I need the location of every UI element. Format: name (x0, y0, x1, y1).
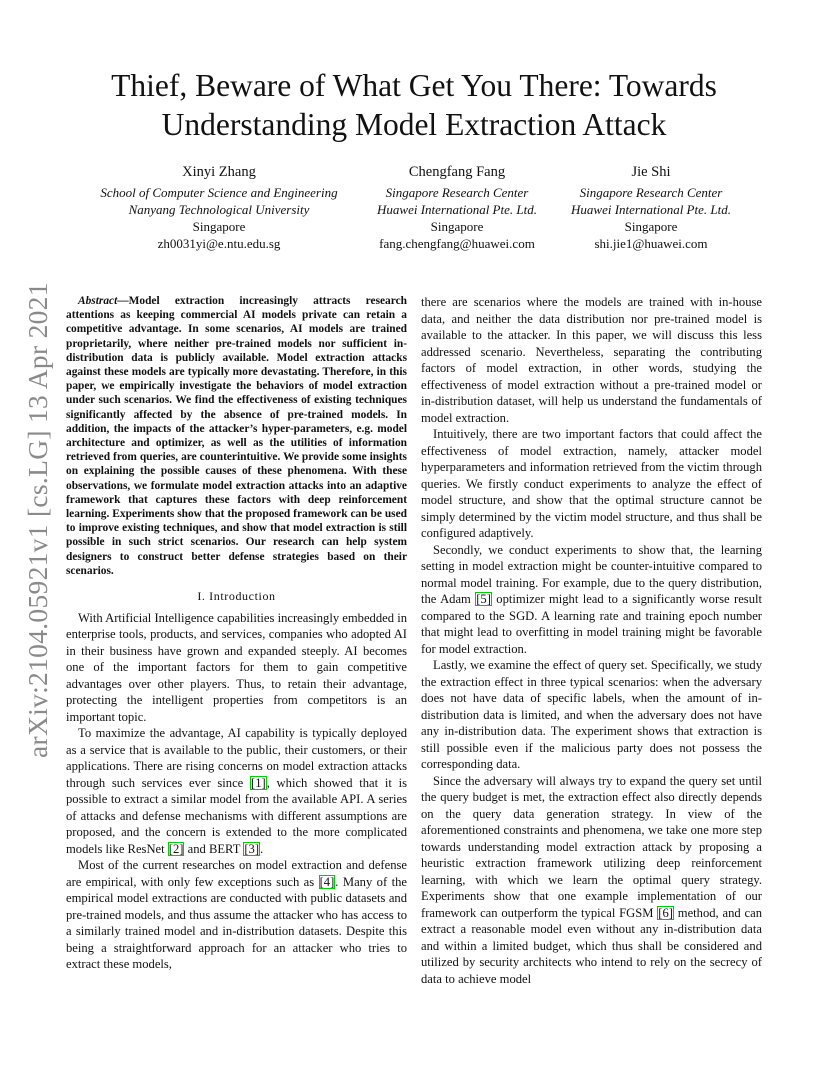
paper-title (40, 66, 788, 144)
paragraph (66, 857, 407, 973)
title-line: Understanding Model Extraction Attack (161, 107, 667, 142)
paragraph-text: . (260, 841, 264, 856)
paragraph-text: there are scenarios where the models are trained with in-house data, and neither the data distribution nor pre-trained model is available to the attacker. In this paper, we will discuss this less addressed scenario. Nevertheless, separating the contributing factors of model extraction, in other words, studying the effectiveness of model extraction without a pre-trained model or in-distribution dataset, will help us understand the fundamentals of model extraction. (421, 295, 762, 425)
author-affiliation: Singapore Research Center (385, 185, 529, 200)
author-email: shi.jie1@huawei.com (594, 236, 708, 251)
paragraph (66, 610, 407, 726)
author-location: Singapore (192, 219, 246, 234)
author-name: Chengfang Fang (408, 164, 506, 180)
paragraph-text: . Many of the empirical model extractions are conducted with public datasets and pre-trained models, and thus assume the attacker who has access to a similarly trained model and in-distribution datasets. Despite this being a straightforward approach for an attacker who tries to extract these models, (66, 874, 407, 972)
author-name: Jie Shi (631, 164, 671, 180)
paragraph (421, 426, 762, 542)
author-affiliation: Huawei International Pte. Ltd. (571, 202, 731, 217)
arxiv-identifier: arXiv:2104.05921v1 [cs.LG] 13 Apr 2021 (22, 282, 53, 758)
paragraph-text: , which showed that it is possible to extract a similar model from the available API. A series of attacks and defense mechanisms with different assumptions are proposed, and the concern is extended to the more complicated models like ResNet (66, 775, 407, 856)
paragraph-text: optimizer might lead to a significantly worse result compared to the SGD. A learning rate and training epoch number that might lead to overfitting in model training might be favorable for model extraction. (421, 592, 762, 656)
author-block (556, 164, 746, 252)
author-affiliation: Huawei International Pte. Ltd. (377, 202, 537, 217)
title-line: Thief, Beware of What Get You There: Towards (111, 68, 717, 103)
left-column (66, 294, 407, 973)
author-email: fang.chengfang@huawei.com (379, 236, 535, 251)
citation-link[interactable]: [1] (251, 775, 266, 790)
author-name: Xinyi Zhang (182, 164, 256, 180)
abstract-label: Abstract (78, 295, 118, 307)
author-block (84, 164, 354, 252)
paragraph-text: Most of the current researches on model extraction and defense are empirical, with only few exceptions such as (66, 858, 407, 889)
paragraph (421, 657, 762, 773)
paragraph-text: Intuitively, there are two important factors that could affect the effectiveness of model extraction, namely, attacker model hyperparameters and information retrieved from the victim through queries. We firstly conduct experiments to analyze the effect of model structure, and show that the optimal structure cannot be simply determined by the victim model structure, and thus shall be configured adaptively. (421, 427, 762, 540)
paragraph-text: Since the adversary will always try to expand the query set until the query budget is met, the extraction effect also directly depends on the query data generation strategy. In view of the aforementioned constraints and phenomena, we take one more step towards understanding model extraction attack by proposing a heuristic extraction framework utilizing deep reinforcement learning, with which we learn the optimal query strategy. Experiments show that one example implementation of our framework can outperform the typical FGSM (421, 773, 762, 920)
paragraph (66, 725, 407, 857)
paragraph-text: Lastly, we examine the effect of query set. Specifically, we study the extraction effect in three typical scenarios: when the adversary does not have data of specific labels, when the amount of in-distribution data is limited, and when the adversary does not have any in-distribution data. The experiment shows that extraction is still possible even if the malicious party does not possess the corresponding data. (421, 658, 762, 771)
author-email: zh0031yi@e.ntu.edu.sg (157, 236, 281, 251)
paragraph-text: method, and can extract a reasonable model even without any in-distribution data and within a limited budget, which thus shall be considered and utilized by security architects who intend to rely on the secrecy of data to achieve model (421, 905, 762, 986)
author-location: Singapore (430, 219, 484, 234)
citation-link[interactable]: [5] (476, 592, 491, 606)
paragraph-text: and BERT (184, 841, 244, 856)
paragraph-text: To maximize the advantage, AI capability is typically deployed as a service that is available to the public, their customers, or their applications. There are rising concerns on model extraction attacks through such services ever since (66, 726, 407, 790)
citation-link[interactable]: [2] (168, 841, 184, 856)
abstract-text: —Model extraction increasingly attracts research attentions as keeping commercial AI models private can retain a competitive advantage. In some scenarios, AI models are trained proprietarily, where neither pre-trained models nor sufficient in-distribution data is publicly available. Model extraction attacks against these models are typically more devastating. Therefore, in this paper, we empirically investigate the behaviors of model extraction under such scenarios. We find the effectiveness of existing techniques significantly affected by the absence of pre-trained models. In addition, the impacts of the attacker’s hyper-parameters, e.g. model architecture and optimizer, as well as the utilities of information retrieved from queries, are counterintuitive. We provide some insights on explaining the possible causes of these phenomena. With these observations, we formulate model extraction attacks into an adaptive framework that captures these factors with deep reinforcement learning. Experiments show that the proposed framework can be used to improve existing techniques, and show that model extraction is still possible in such strict scenarios. Our research can help system designers to construct better defense strategies based on their scenarios. (66, 295, 407, 577)
author-block (362, 164, 552, 252)
paragraph (421, 773, 762, 988)
author-affiliation: Singapore Research Center (579, 185, 723, 200)
author-affiliation: School of Computer Science and Engineering (100, 185, 338, 200)
section-heading: I. Introduction (197, 589, 276, 604)
citation-link[interactable]: [4] (319, 874, 335, 889)
right-column (421, 294, 762, 987)
abstract (66, 294, 407, 578)
paragraph (421, 294, 762, 426)
author-affiliation: Nanyang Technological University (128, 202, 310, 217)
citation-link[interactable]: [3] (244, 841, 260, 856)
paragraph-text: Secondly, we conduct experiments to show that, the learning setting in model extraction might be counter-intuitive compared to normal model training. For example, due to the query distribution, the Adam (421, 542, 762, 606)
author-location: Singapore (624, 219, 678, 234)
paragraph-text: With Artificial Intelligence capabilities increasingly embedded in enterprise tools, products, and services, companies who adopted AI in their business have grown and expanded steeply. AI becomes one of the important factors for them to gain competitive advantages over other players. Thus, to retain their advantage, protecting the intelligent properties from competitors is an important topic. (66, 610, 407, 724)
paragraph (421, 542, 762, 658)
citation-link[interactable]: [6] (658, 905, 673, 920)
